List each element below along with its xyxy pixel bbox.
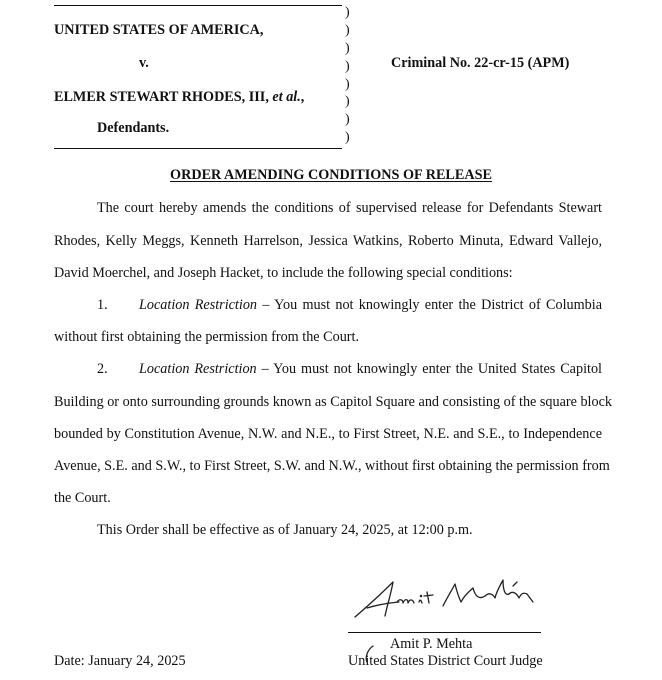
condition-heading: Location Restriction: [139, 297, 258, 313]
caption-top-rule: [54, 5, 342, 6]
defendant-name: ELMER STEWART RHODES, III, et al.,: [54, 89, 305, 105]
order-title: ORDER AMENDING CONDITIONS OF RELEASE: [170, 167, 492, 183]
condition-line: the Court.: [54, 490, 111, 506]
judge-name: Amit P. Mehta: [390, 636, 473, 652]
defendants-label: Defendants.: [97, 120, 170, 136]
caption-bottom-rule: [54, 148, 342, 149]
caption-parentheses: ) ) ) ) ) ) ) ): [345, 5, 350, 146]
condition-line: Avenue, S.E. and S.W., to First Street, S.W. and N.W., without first obtaining the permission from: [54, 458, 610, 474]
condition-number: 2.: [97, 361, 108, 377]
et-al: et al.: [272, 89, 301, 105]
intro-line: Rhodes, Kelly Meggs, Kenneth Harrelson, Jessica Watkins, Roberto Minuta, Edward Vallejo,: [54, 233, 602, 249]
versus-label: v.: [139, 55, 149, 71]
effective-statement: This Order shall be effective as of January 24, 2025, at 12:00 p.m.: [97, 522, 473, 538]
condition-line: without first obtaining the permission from the Court.: [54, 329, 359, 345]
condition-heading: Location Restriction: [139, 361, 257, 377]
intro-line: The court hereby amends the conditions of supervised release for Defendants Stewart: [97, 200, 602, 216]
condition-first-line: Location Restriction – You must not knowingly enter the District of Columbia: [139, 297, 602, 313]
signature-line: [348, 632, 541, 633]
condition-first-line: Location Restriction – You must not knowingly enter the United States Capitol: [139, 361, 602, 377]
case-number: Criminal No. 22-cr-15 (APM): [391, 55, 570, 71]
condition-line: bounded by Constitution Avenue, N.W. and N.E., to First Street, N.E. and S.E., to Independence: [54, 426, 602, 442]
condition-line: Building or onto surrounding grounds known as Capitol Square and consisting of the square block: [54, 394, 612, 410]
judge-title: United States District Court Judge: [348, 653, 543, 669]
intro-line: David Moerchel, and Joseph Hacket, to include the following special conditions:: [54, 265, 513, 281]
condition-number: 1.: [97, 297, 108, 313]
plaintiff-name: UNITED STATES OF AMERICA,: [54, 22, 264, 38]
order-date: Date: January 24, 2025: [54, 653, 186, 669]
